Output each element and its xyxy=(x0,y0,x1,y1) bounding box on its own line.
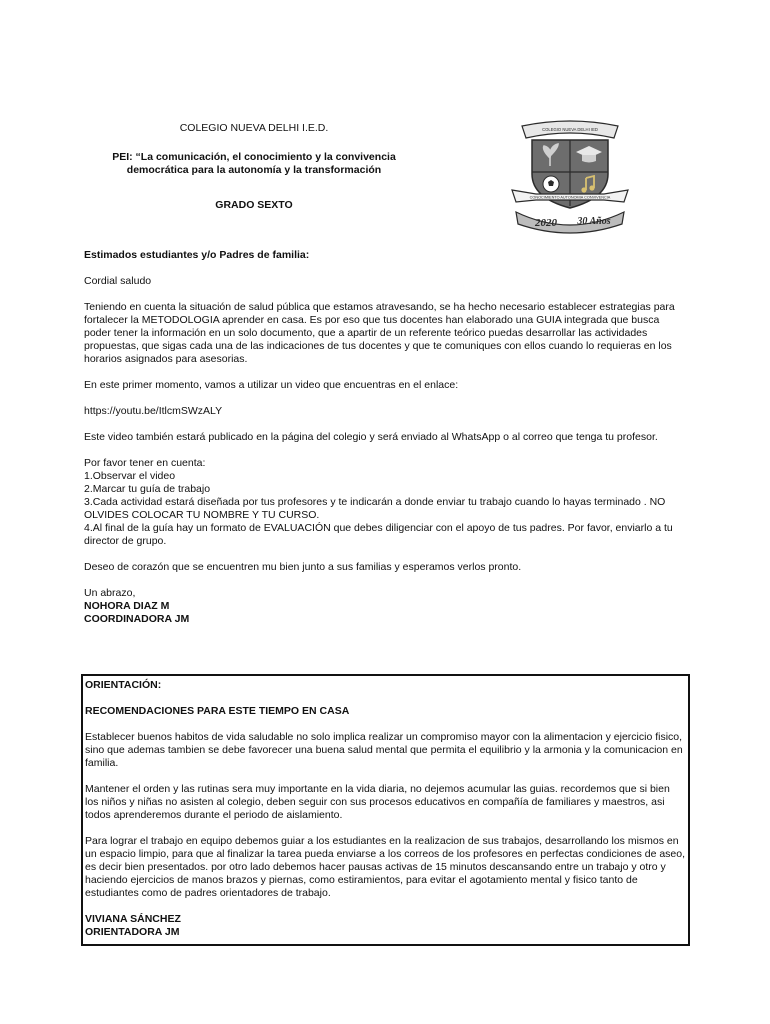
school-name: COLEGIO NUEVA DELHI I.E.D. xyxy=(179,122,329,134)
orientation-subtitle: RECOMENDACIONES PARA ESTE TIEMPO EN CASA xyxy=(85,705,350,717)
closing-wish: Deseo de corazón que se encuentren mu bien junto a sus familias y esperamos verlos pronto. xyxy=(84,561,522,573)
letter-body xyxy=(84,249,688,626)
crest-motto: CONOCIMIENTO AUTONOMIA CONVIVENCIA xyxy=(529,195,611,200)
video-link[interactable]: https://youtu.be/ItlcmSWzALY xyxy=(84,405,223,417)
list-item: 2.Marcar tu guía de trabajo xyxy=(84,483,211,495)
grade-title: GRADO SEXTO xyxy=(215,199,293,211)
orientation-box xyxy=(81,674,690,946)
pei-line-1: PEI: “La comunicación, el conocimiento y la convivencia xyxy=(112,151,396,163)
orientation-paragraph-1: Establecer buenos habitos de vida saludable no solo implica realizar un compromiso mayor con la alimentacion y ejercicio fisico, sino que ademas tambien se debe favorecer una buena salud mental que permita el equilibrio y la armonia y la comunicacion en familia. xyxy=(85,731,683,769)
orientation-paragraph-2: Mantener el orden y las rutinas sera muy importante en la vida diaria, no dejemos acumular las guias. recordemos que si bien los niños y niñas no asisten al colegio, deben seguir con sus procesos educativos en compañía de familiares y maestros, asi todos aprenderemos durante el periodo de aislamiento. xyxy=(85,783,670,821)
instructions-title: Por favor tener en cuenta: xyxy=(84,457,206,469)
document-header xyxy=(84,122,424,212)
school-crest-icon xyxy=(508,116,632,240)
instructions-list xyxy=(84,470,688,548)
crest-banner-text: COLEGIO NUEVA DELHI IED xyxy=(542,127,598,132)
list-item: 4.Al final de la guía hay un formato de EVALUACIÓN que debes diligenciar con el apoyo de tus padres. Por favor, enviarlo a tu director de grupo. xyxy=(84,522,673,547)
list-item: 3.Cada actividad estará diseñada por tus profesores y te indicarán a donde enviar tu trabajo cuando lo hayas terminado . NO OLVIDES COLOCAR TU NOMBRE Y TU CURSO. xyxy=(84,496,666,521)
orientation-title: ORIENTACIÓN: xyxy=(85,679,162,691)
signer-role: COORDINADORA JM xyxy=(84,613,190,625)
orientation-signer-role: ORIENTADORA JM xyxy=(85,926,180,938)
video-intro: En este primer momento, vamos a utilizar un video que encuentras en el enlace: xyxy=(84,379,459,391)
crest-year: 2020 xyxy=(535,217,557,229)
letter-salute: Cordial saludo xyxy=(84,275,152,287)
crest-anniversary: 30 Años xyxy=(577,216,611,227)
video-note: Este video también estará publicado en la página del colegio y será enviado al WhatsApp o al correo que tenga tu profesor. xyxy=(84,431,658,443)
orientation-paragraph-3: Para lograr el trabajo en equipo debemos guiar a los estudiantes en la realizacion de sus trabajos, desarrollando los mismos en un espacio limpio, para que al finalizar la tarea pueda enviarse a los correos de los profesores en perfectas condiciones de aseo, es decir bien presentados. por otro lado debemos hacer pausas activas de 15 minutos descansando entre un trabajo y otro y haciendo ejercicios de manos brazos y piernas, como estiramientos, para evitar el agotamiento mental y fisico tanto de estudiantes como de padres orientadores de trabajo. xyxy=(85,835,686,899)
letter-greeting: Estimados estudiantes y/o Padres de familia: xyxy=(84,249,310,261)
signer-name: NOHORA DIAZ M xyxy=(84,600,170,612)
letter-intro: Teniendo en cuenta la situación de salud pública que estamos atravesando, se ha hecho necesario establecer estrategias para fortalecer la METODOLOGIA aprender en casa. Es por eso que tus docentes han elaborado una GUIA integrada que busca poder tener la información en un solo documento, que a apartir de un referente teórico puedas desarrollar las actividades propuestas, que sigas cada una de las indicaciones de tus docentes y que te comuniques con ellos cuando lo requieras en los horarios asignados para asesorias. xyxy=(84,301,675,365)
pei-title xyxy=(84,151,424,177)
farewell: Un abrazo, xyxy=(84,587,136,599)
list-item: 1.Observar el video xyxy=(84,470,176,482)
orientation-signer-name: VIVIANA SÁNCHEZ xyxy=(85,913,181,925)
pei-line-2: democrática para la autonomía y la transformación xyxy=(126,164,382,176)
